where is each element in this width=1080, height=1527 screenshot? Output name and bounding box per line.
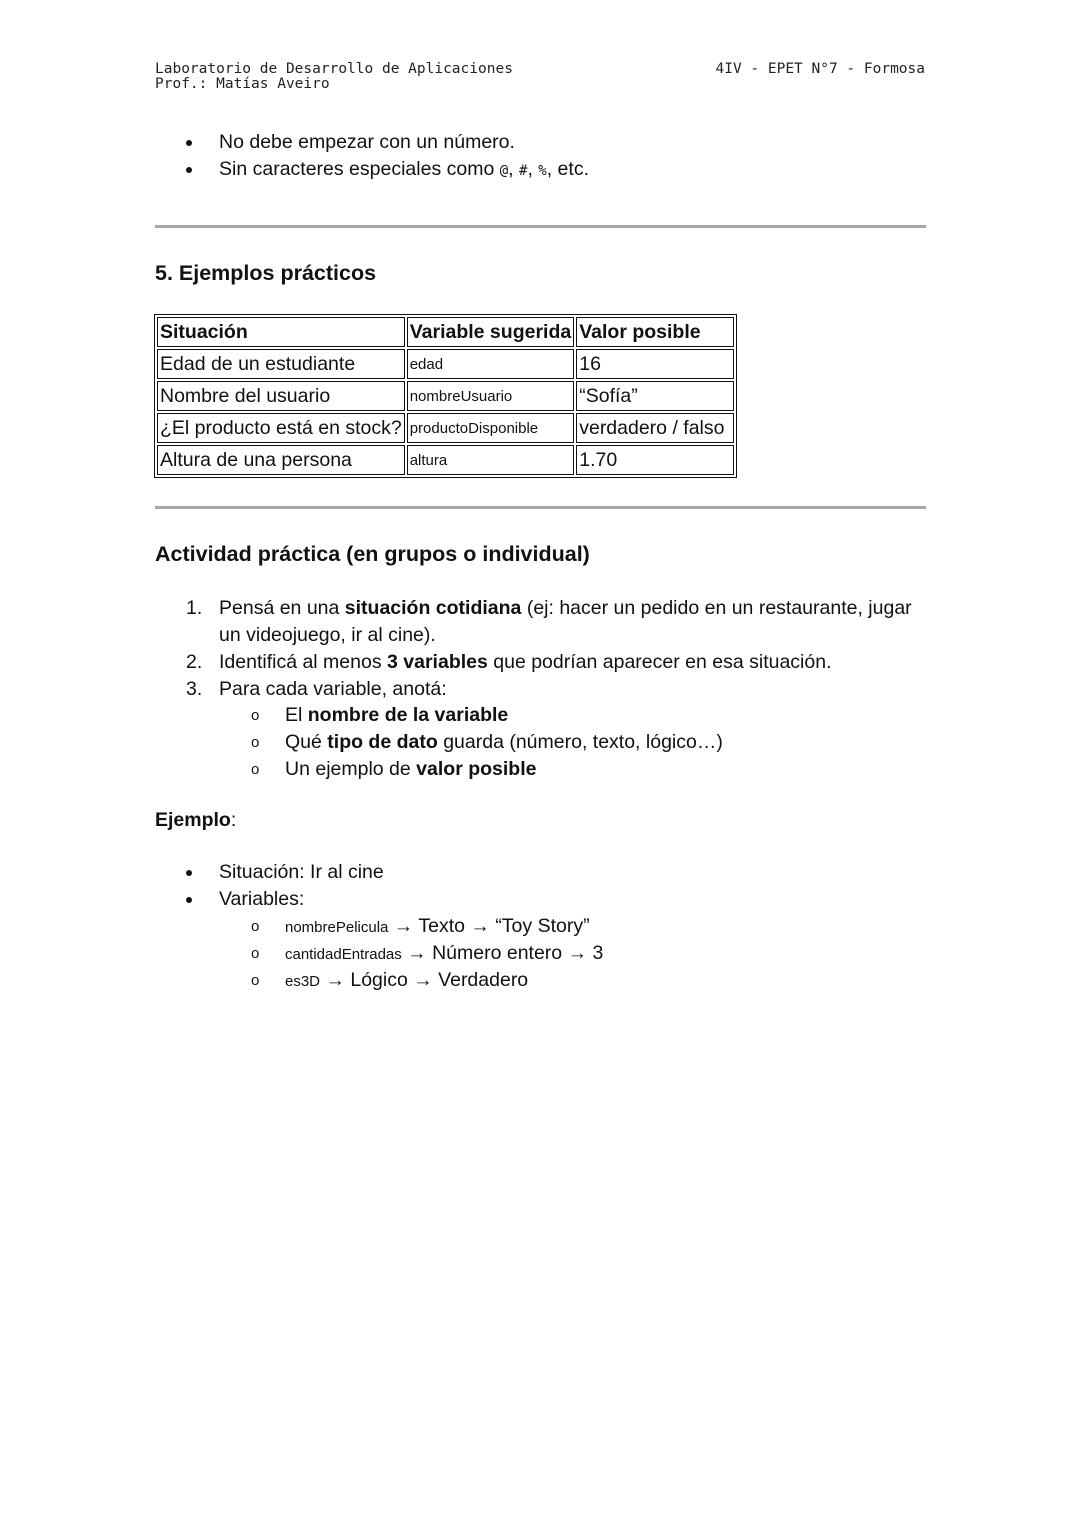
table-row bbox=[157, 445, 734, 475]
header-left bbox=[155, 62, 513, 92]
divider bbox=[155, 225, 926, 228]
circle-bullet-icon: o bbox=[251, 972, 260, 989]
table-cell: Edad de un estudiante bbox=[157, 349, 405, 379]
activity-title: Actividad práctica (en grupos o individual) bbox=[155, 542, 590, 566]
table-cell: altura bbox=[407, 445, 575, 475]
table-cell: verdadero / falso bbox=[576, 413, 734, 443]
examples-table bbox=[154, 314, 737, 478]
table-cell: Nombre del usuario bbox=[157, 381, 405, 411]
circle-bullet-icon: o bbox=[251, 918, 260, 935]
school-name: 4IV - EPET N°7 - Formosa bbox=[715, 61, 925, 77]
table-header-cell: Variable sugerida bbox=[407, 317, 575, 347]
bullet-icon bbox=[186, 897, 192, 903]
table-cell: 1.70 bbox=[576, 445, 734, 475]
document-page: Laboratorio de Desarrollo de Aplicaciones Prof.: Matías Aveiro 4IV - EPET N°7 - Formosa No debe empezar con un número. Sin caracteres especiales como @, #, %, etc. 5. Ejemplos prácticos Situación Variable sugerida Valor posible Edad de un estudiante edad 16 Nombre del usuario nombreUsuario “Sofía” ¿El producto está en stock? productoDisponible verdadero / falso Altura de una persona altura 1.70 Actividad práctica (en grupos o individual) 1. Pensá en una situación cotidiana (ej: hacer un pedido en un restaurante, jugar un videojuego, ir al cine). 2. Identificá al menos 3 variables que podrían aparecer en esa situación. 3. Para cada variable, anotá: o El nombre de la variable o Qué tipo de dato guarda (número, texto, lógico…) o Un ejemplo de valor posible Ejemplo: Situación: Ir al cine Variables: o nombrePelicula → Texto → “Toy Story” o cantidadEntradas → Número entero → 3 o es3D → Lógico → Verdadero bbox=[0, 0, 1080, 1527]
example-label: Ejemplo: bbox=[155, 809, 237, 831]
circle-bullet-icon: o bbox=[251, 707, 260, 724]
divider bbox=[155, 506, 926, 509]
section-title: 5. Ejemplos prácticos bbox=[155, 261, 377, 285]
bullet-icon bbox=[186, 870, 192, 876]
bullet-icon bbox=[186, 140, 192, 146]
table-cell: nombreUsuario bbox=[407, 381, 575, 411]
course-name: Laboratorio de Desarrollo de Aplicaciones bbox=[155, 61, 513, 77]
table-header-cell: Valor posible bbox=[576, 317, 734, 347]
table-cell: ¿El producto está en stock? bbox=[157, 413, 405, 443]
table-row bbox=[157, 413, 734, 443]
table-row bbox=[157, 349, 734, 379]
table-cell: productoDisponible bbox=[407, 413, 575, 443]
table-cell: edad bbox=[407, 349, 575, 379]
bullet-icon bbox=[186, 167, 192, 173]
table-cell: Altura de una persona bbox=[157, 445, 405, 475]
circle-bullet-icon: o bbox=[251, 761, 260, 778]
table-header-row bbox=[157, 317, 734, 347]
professor-name: Prof.: Matías Aveiro bbox=[155, 76, 330, 92]
circle-bullet-icon: o bbox=[251, 945, 260, 962]
circle-bullet-icon: o bbox=[251, 734, 260, 751]
table-row bbox=[157, 381, 734, 411]
table-header-cell: Situación bbox=[157, 317, 405, 347]
table-cell: 16 bbox=[576, 349, 734, 379]
table-cell: “Sofía” bbox=[576, 381, 734, 411]
